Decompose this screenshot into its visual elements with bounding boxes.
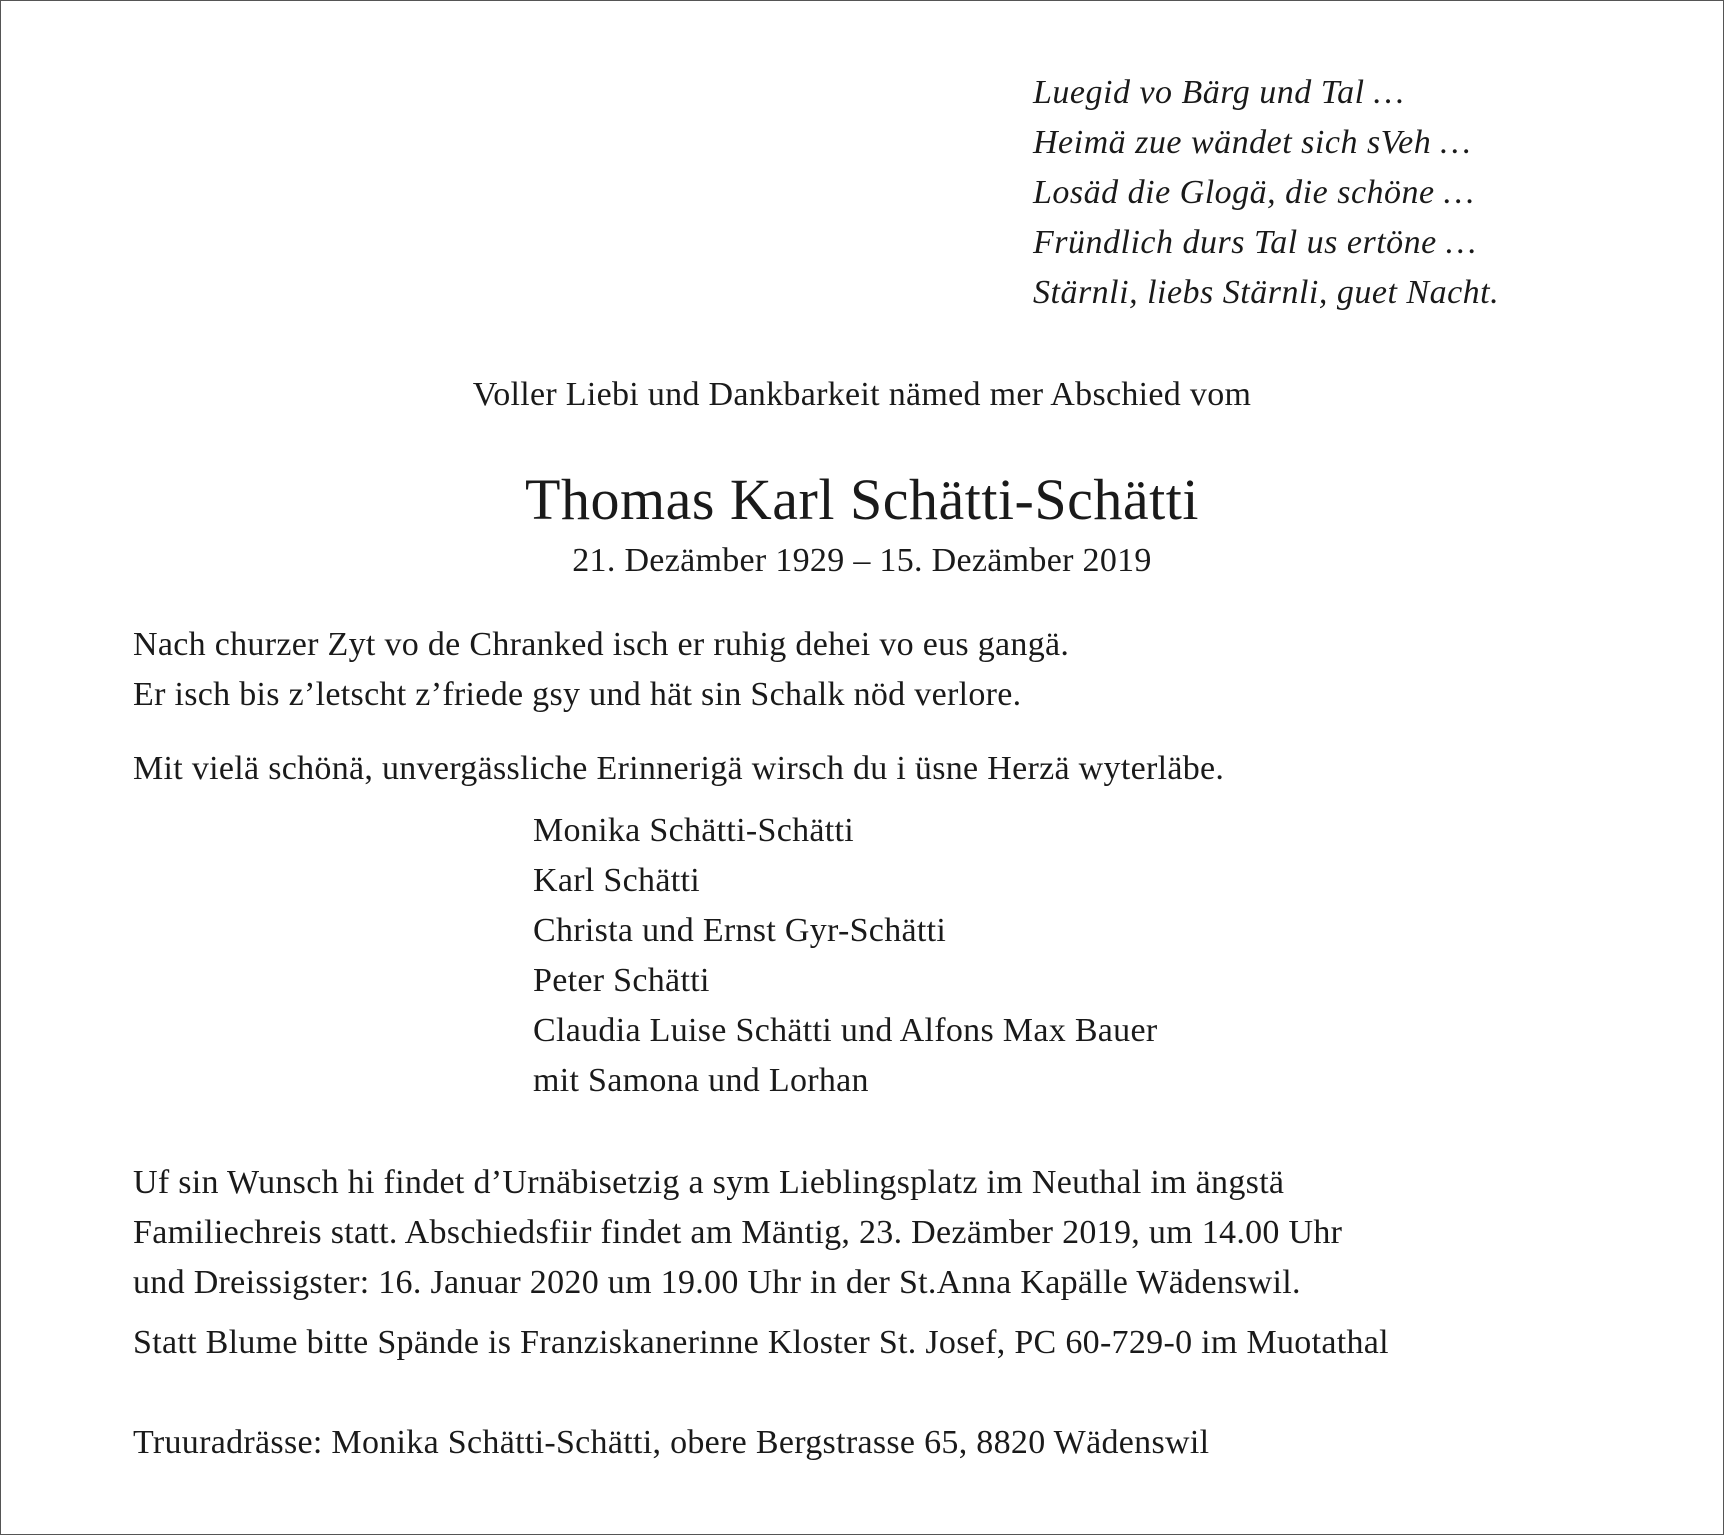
- paragraph-line: Nach churzer Zyt vo de Chranked isch er ruhig dehei vo eus gangä.: [133, 626, 1070, 663]
- paragraph-line: Truuradrässe: Monika Schätti-Schätti, obere Bergstrasse 65, 8820 Wädenswil: [133, 1424, 1210, 1461]
- life-dates: 21. Dezämber 1929 – 15. Dezämber 2019: [572, 542, 1152, 579]
- poem-line: Stärnli, liebs Stärnli, guet Nacht.: [1033, 274, 1500, 311]
- mourners-list: [533, 806, 1158, 1106]
- poem-verse: [1033, 68, 1499, 318]
- mourner-entry: Monika Schätti-Schätti: [533, 812, 855, 849]
- paragraph-ceremony: [133, 1158, 1342, 1308]
- paragraph-line: Er isch bis z’letscht z’friede gsy und hät sin Schalk nöd verlore.: [133, 676, 1022, 713]
- paragraph-line: Mit vielä schönä, unvergässliche Erinnerigä wirsch du i üsne Herzä wyterläbe.: [133, 750, 1225, 787]
- poem-line: Luegid vo Bärg und Tal …: [1033, 74, 1405, 111]
- donation-note: [133, 1318, 1389, 1368]
- paragraph-memories: [133, 744, 1224, 794]
- paragraph-line: Statt Blume bitte Spände is Franziskanerinne Kloster St. Josef, PC 60-729-0 im Muotathal: [133, 1324, 1389, 1361]
- mourner-entry: mit Samona und Lorhan: [533, 1062, 869, 1099]
- deceased-name: Thomas Karl Schätti-Schätti: [525, 467, 1199, 532]
- paragraph-line: und Dreissigster: 16. Januar 2020 um 19.00 Uhr in der St.Anna Kapälle Wädenswil.: [133, 1264, 1301, 1301]
- paragraph-line: Uf sin Wunsch hi findet d’Urnäbisetzig a sym Lieblingsplatz im Neuthal im ängstä: [133, 1164, 1285, 1201]
- poem-line: Heimä zue wändet sich sVeh …: [1033, 124, 1472, 161]
- mourner-entry: Christa und Ernst Gyr-Schätti: [533, 912, 947, 949]
- mourner-entry: Claudia Luise Schätti und Alfons Max Bauer: [533, 1012, 1158, 1049]
- poem-line: Losäd die Glogä, die schöne …: [1033, 174, 1475, 211]
- paragraph-line: Familiechreis statt. Abschiedsfiir findet am Mäntig, 23. Dezämber 2019, um 14.00 Uhr: [133, 1214, 1343, 1251]
- intro-text: Voller Liebi und Dankbarkeit nämed mer Abschied vom: [472, 376, 1252, 413]
- mourner-entry: Peter Schätti: [533, 962, 710, 999]
- mourning-address: [133, 1418, 1209, 1468]
- mourner-entry: Karl Schätti: [533, 862, 700, 899]
- poem-line: Fründlich durs Tal us ertöne …: [1033, 224, 1477, 261]
- paragraph-passing: [133, 620, 1069, 720]
